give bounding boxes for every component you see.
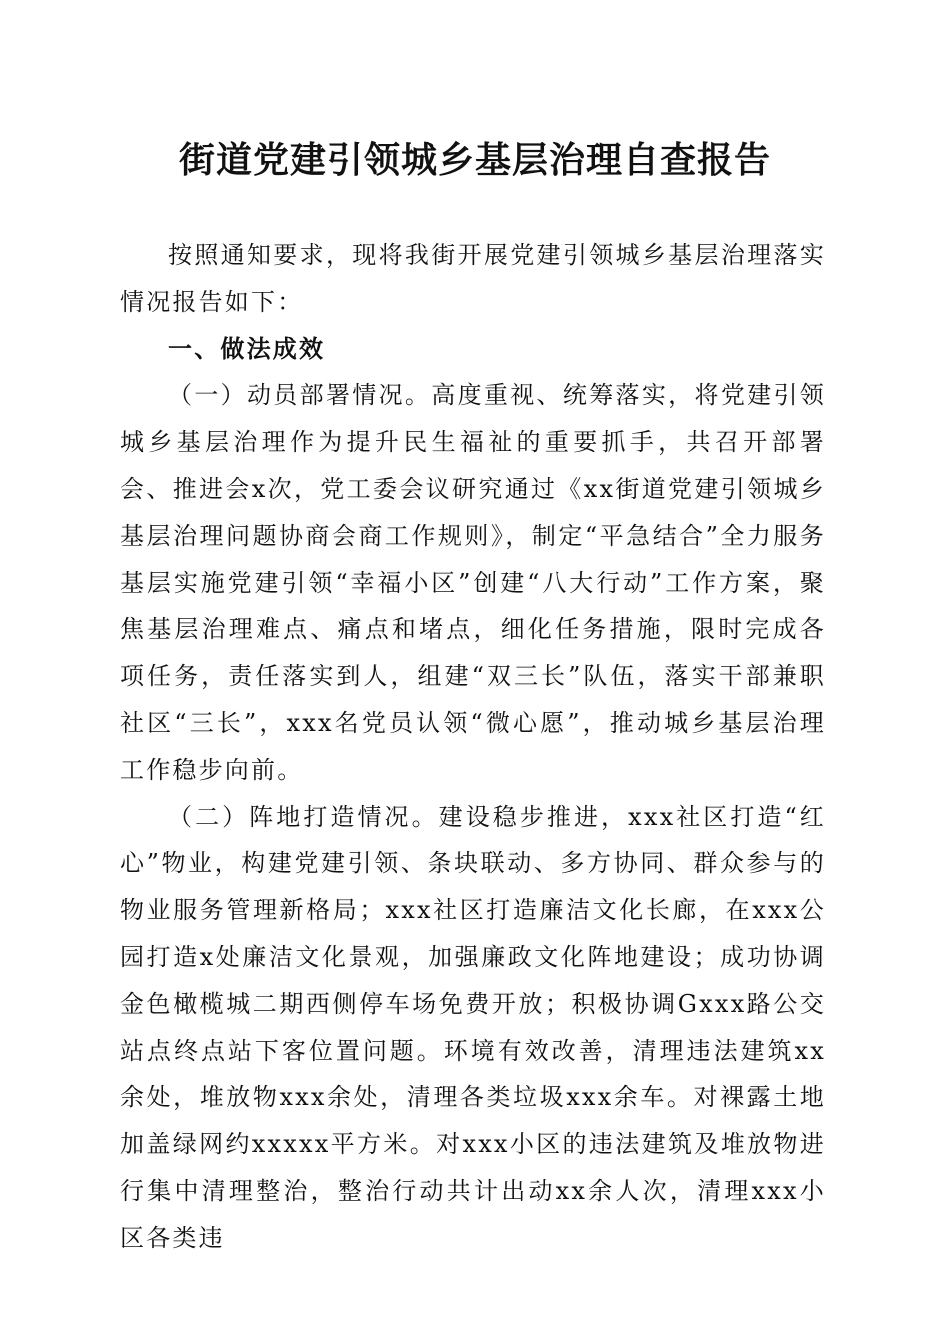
document-body bbox=[120, 232, 826, 1262]
document-title: 街道党建引领城乡基层治理自查报告 bbox=[178, 139, 771, 181]
section-heading: 一、做法成效 bbox=[168, 334, 326, 363]
body-paragraph: （二）阵地打造情况。建设稳步推进，xxx社区打造“红心”物业，构建党建引领、条块联动、多方协同、群众参与的物业服务管理新格局；xxx社区打造廉洁文化长廊，在xxx公园打造x处廉洁文化景观，加强廉政文化阵地建设；成功协调金色橄榄城二期西侧停车场免费开放；积极协调Gxxx路公交站点终点站下客位置问题。环境有效改善，清理违法建筑xx余处，堆放物xxx余处，清理各类垃圾xxx余车。对裸露土地加盖绿网约xxxxx平方米。对xxx小区的违法建筑及堆放物进行集中清理整治，整治行动共计出动xx余人次，清理xxx小区各类违 bbox=[120, 802, 826, 1252]
body-paragraph: （一）动员部署情况。高度重视、统筹落实，将党建引领城乡基层治理作为提升民生福祉的重要抓手，共召开部署会、推进会x次，党工委会议研究通过《xx街道党建引领城乡基层治理问题协商会商工作规则》，制定“平急结合”全力服务基层实施党建引领“幸福小区”创建“八大行动”工作方案，聚焦基层治理难点、痛点和堵点，细化任务措施，限时完成各项任务，责任落实到人，组建“双三长”队伍，落实干部兼职社区“三长”，xxx名党员认领“微心愿”，推动城乡基层治理工作稳步向前。 bbox=[120, 381, 826, 784]
intro-paragraph: 按照通知要求，现将我街开展党建引领城乡基层治理落实情况报告如下： bbox=[120, 241, 826, 316]
